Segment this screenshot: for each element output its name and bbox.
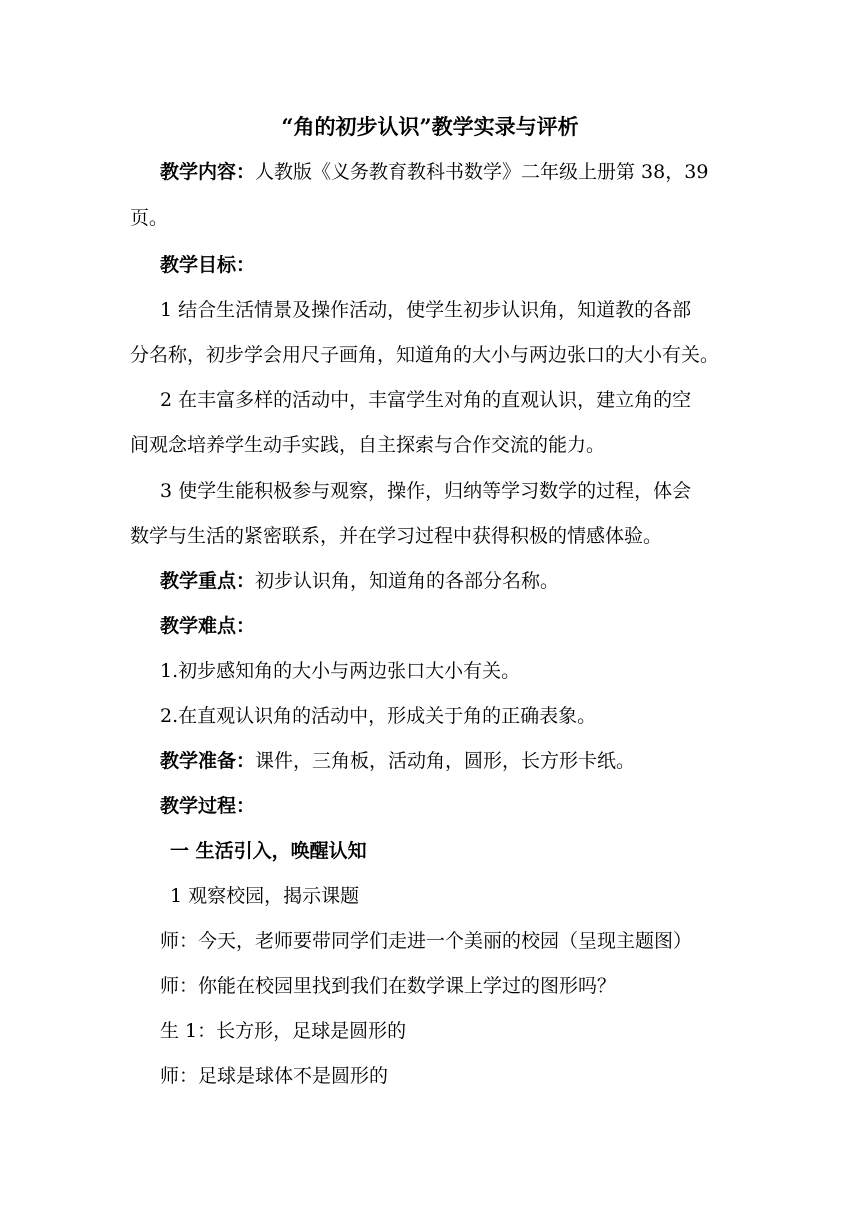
dialogue-line: 师：你能在校园里找到我们在数学课上学过的图形吗？ xyxy=(160,975,617,997)
dialogue-line: 师：足球是球体不是圆形的 xyxy=(160,1065,389,1087)
difficulty-item-1: 1.初步感知角的大小与两边张口大小有关。 xyxy=(160,660,521,682)
content-label: 教学内容： xyxy=(160,161,256,183)
section-heading: 一 生活引入，唤醒认知 xyxy=(170,840,367,862)
preparation-label: 教学准备： xyxy=(160,750,256,772)
difficulty-label: 教学难点： xyxy=(160,615,256,637)
dialogue-line: 生 1：长方形，足球是圆形的 xyxy=(160,1020,407,1042)
difficulty-item-2: 2.在直观认识角的活动中，形成关于角的正确表象。 xyxy=(160,705,597,727)
content-line-1 xyxy=(160,158,708,186)
objective-1-line-1: 1 结合生活情景及操作活动，使学生初步认识角，知道教的各部 xyxy=(160,299,692,321)
step-heading: 1 观察校园，揭示课题 xyxy=(170,885,360,907)
key-point-label: 教学重点： xyxy=(160,570,256,592)
content-text: 人教版《义务教育教科书数学》二年级上册第 38，39 xyxy=(255,161,709,183)
objectives-label: 教学目标： xyxy=(160,254,256,276)
objective-2-line-2: 间观念培养学生动手实践，自主探索与合作交流的能力。 xyxy=(130,434,606,456)
objective-3-line-2: 数学与生活的紧密联系，并在学习过程中获得积极的情感体验。 xyxy=(130,525,663,547)
objective-3-line-1: 3 使学生能积极参与观察，操作，归纳等学习数学的过程，体会 xyxy=(160,480,692,502)
content-line-2: 页。 xyxy=(130,207,169,229)
preparation-text: 课件，三角板，活动角，圆形，长方形卡纸。 xyxy=(255,750,636,772)
objective-2-line-1: 2 在丰富多样的活动中，丰富学生对角的直观认识，建立角的空 xyxy=(160,389,692,411)
objective-1-line-2: 分名称，初步学会用尺子画角，知道角的大小与两边张口的大小有关。 xyxy=(130,344,720,366)
document-title: “角的初步认识”教学实录与评析 xyxy=(281,114,579,139)
preparation-line xyxy=(160,747,635,775)
process-label: 教学过程： xyxy=(160,795,256,817)
key-point-text: 初步认识角，知道角的各部分名称。 xyxy=(255,570,560,592)
dialogue-line: 师：今天，老师要带同学们走进一个美丽的校园（呈现主题图） xyxy=(160,930,693,952)
key-point-line xyxy=(160,567,559,595)
